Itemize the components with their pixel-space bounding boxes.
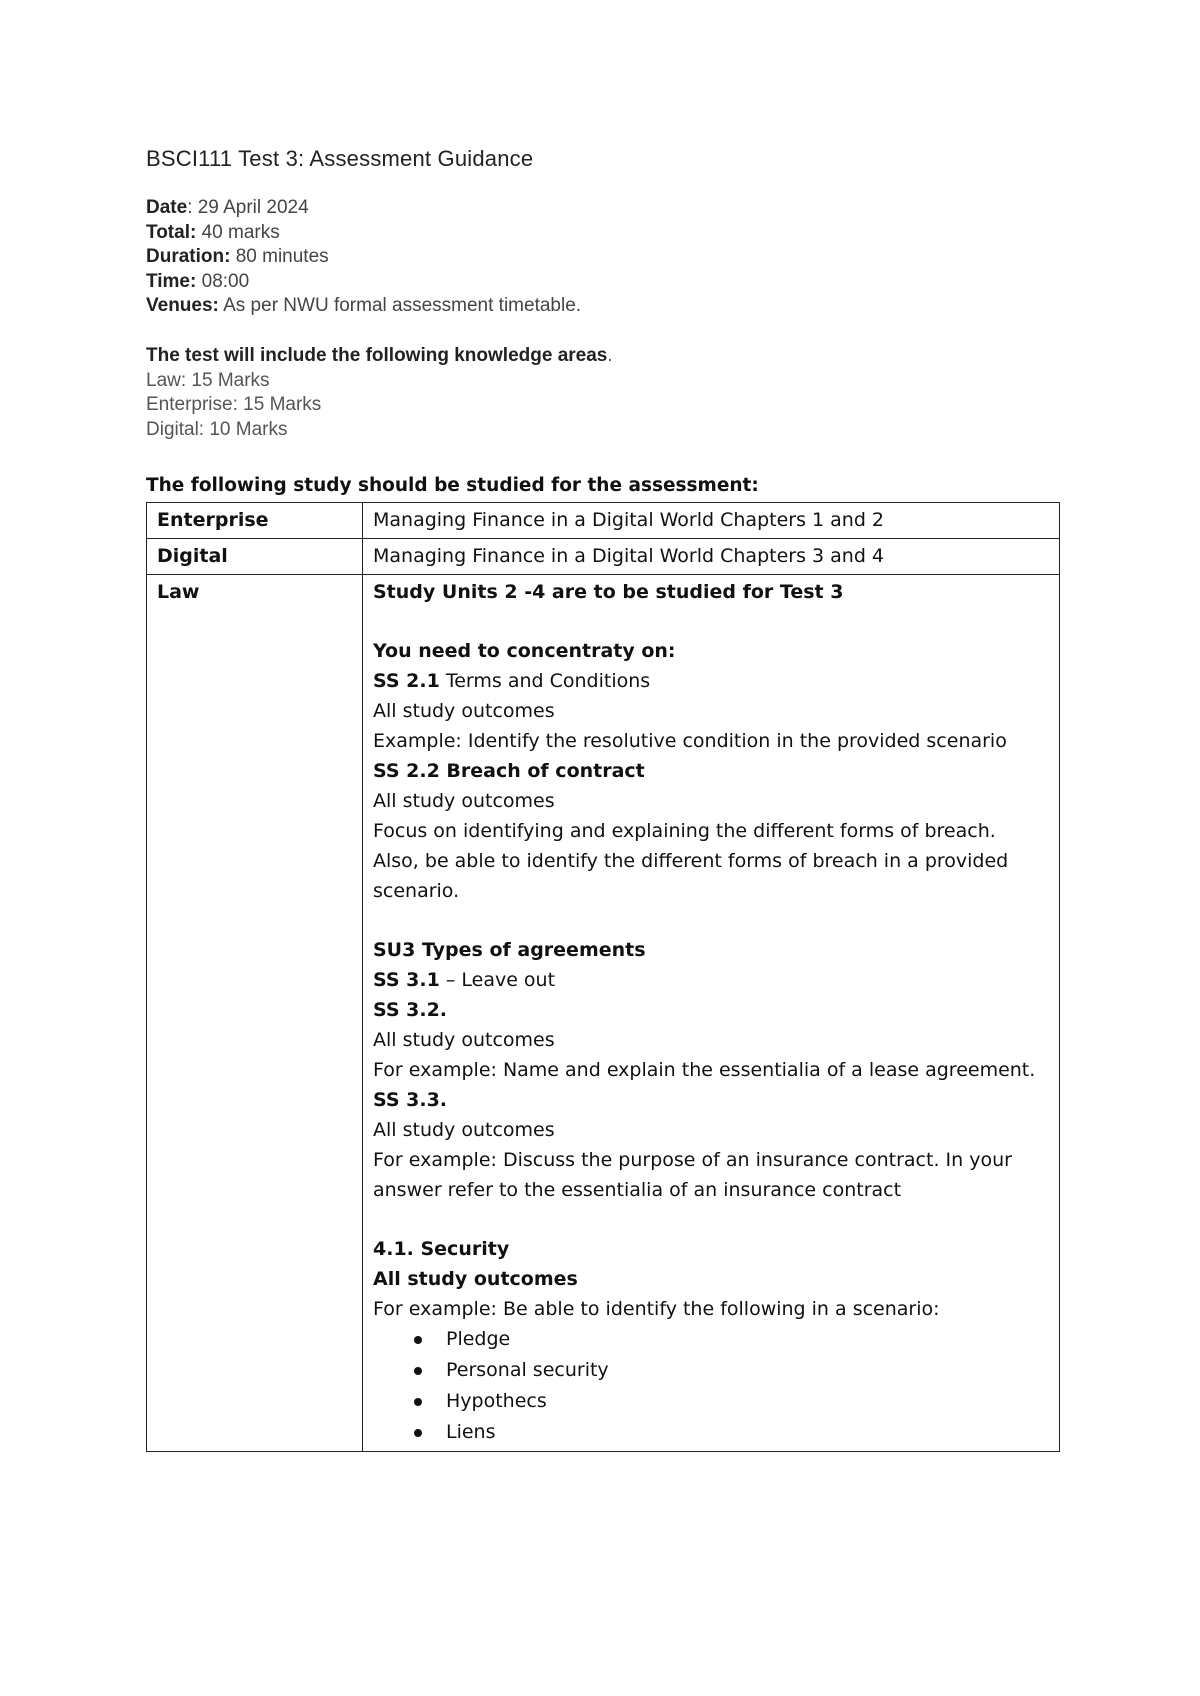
table-row xyxy=(147,539,1060,575)
time-line xyxy=(146,270,581,295)
ss22-focus: Focus on identifying and explaining the different forms of breach. xyxy=(373,820,996,842)
ss32-code: SS 3.2. xyxy=(373,999,448,1021)
ss33-code: SS 3.3. xyxy=(373,1089,448,1111)
table-row xyxy=(147,575,1060,1452)
knowledge-item-digital: Digital: 10 Marks xyxy=(146,418,288,440)
list-item: Pledge xyxy=(373,1324,1049,1355)
knowledge-item-law: Law: 15 Marks xyxy=(146,369,270,391)
security-list xyxy=(373,1324,1049,1448)
time-value: 08:00 xyxy=(196,270,250,292)
list-item: Personal security xyxy=(373,1355,1049,1386)
content-cell: Managing Finance in a Digital World Chapters 1 and 2 xyxy=(363,503,1060,539)
ss22-heading: SS 2.2 Breach of contract xyxy=(373,760,645,782)
ss31-line xyxy=(373,965,1049,995)
duration-label: Duration: xyxy=(146,246,231,267)
ss31-code: SS 3.1 xyxy=(373,969,440,991)
spacer xyxy=(373,1205,1049,1234)
s41-example: For example: Be able to identify the following in a scenario: xyxy=(373,1298,940,1320)
area-cell: Digital xyxy=(147,539,363,575)
ss21-example: Example: Identify the resolutive condition in the provided scenario xyxy=(373,730,1007,752)
area-cell: Law xyxy=(147,575,363,1452)
spacer xyxy=(373,607,1049,636)
knowledge-item-enterprise: Enterprise: 15 Marks xyxy=(146,394,322,415)
total-label: Total: xyxy=(146,221,197,243)
study-heading: The following study should be studied for the assessment: xyxy=(146,475,759,496)
ss22-outcomes: All study outcomes xyxy=(373,790,555,812)
ss31-text: – Leave out xyxy=(439,969,556,991)
venues-value: As per NWU formal assessment timetable. xyxy=(218,295,582,316)
ss21-code: SS 2.1 xyxy=(373,670,440,692)
assessment-details xyxy=(146,196,581,319)
date-label: Date xyxy=(146,197,188,218)
duration-value: 80 minutes xyxy=(230,246,329,267)
ss33-example: For example: Discuss the purpose of an insurance contract. In your answer refer to the essentialia of an insurance contract xyxy=(373,1149,1012,1201)
spacer xyxy=(373,906,1049,935)
duration-line xyxy=(146,245,581,270)
venues-line xyxy=(146,294,581,319)
list-item: Liens xyxy=(373,1417,1049,1448)
content-cell: Managing Finance in a Digital World Chapters 3 and 4 xyxy=(363,539,1060,575)
page-title: BSCI111 Test 3: Assessment Guidance xyxy=(146,146,534,171)
ss32-example: For example: Name and explain the essentialia of a lease agreement. xyxy=(373,1059,1036,1081)
knowledge-heading: The test will include the following knowledge areas xyxy=(146,345,608,366)
knowledge-heading-suffix: . xyxy=(607,345,613,366)
ss21-outcomes: All study outcomes xyxy=(373,700,555,722)
law-intro: Study Units 2 -4 are to be studied for Test 3 xyxy=(373,581,844,603)
time-label: Time: xyxy=(146,270,197,292)
venues-label: Venues: xyxy=(146,295,219,316)
su3-heading: SU3 Types of agreements xyxy=(373,939,646,961)
law-concentrate: You need to concentraty on: xyxy=(373,640,676,662)
knowledge-heading-line xyxy=(146,344,613,369)
ss32-outcomes: All study outcomes xyxy=(373,1029,555,1051)
list-item: Hypothecs xyxy=(373,1386,1049,1417)
area-cell: Enterprise xyxy=(147,503,363,539)
s41-heading: 4.1. Security xyxy=(373,1238,510,1260)
total-value: 40 marks xyxy=(196,221,280,243)
date-line xyxy=(146,196,581,221)
s41-outcomes: All study outcomes xyxy=(373,1268,578,1290)
law-content-cell xyxy=(363,575,1060,1452)
ss22-also: Also, be able to identify the different forms of breach in a provided scenario. xyxy=(373,850,1009,902)
ss33-outcomes: All study outcomes xyxy=(373,1119,555,1141)
ss21-title: Terms and Conditions xyxy=(439,670,651,692)
total-line xyxy=(146,221,581,246)
knowledge-areas xyxy=(146,344,613,442)
study-table xyxy=(146,502,1060,1452)
table-row xyxy=(147,503,1060,539)
date-value: : 29 April 2024 xyxy=(187,197,309,218)
ss21-line xyxy=(373,666,1049,696)
